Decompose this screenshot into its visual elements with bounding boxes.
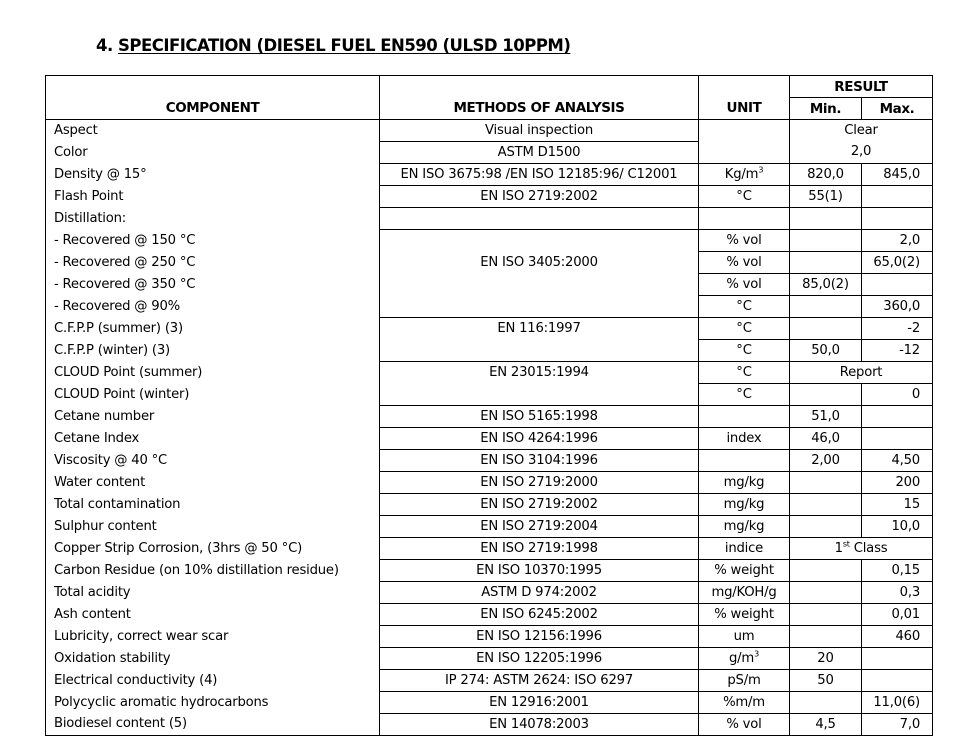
method-cell: EN ISO 3405:2000 <box>380 252 699 274</box>
table-row <box>46 472 933 494</box>
component-cell: Copper Strip Corrosion, (3hrs @ 50 °C) <box>46 538 380 560</box>
unit-cell <box>699 516 790 538</box>
result-min-cell: 51,0 <box>790 406 862 428</box>
component-cell: C.F.P.P (winter) (3) <box>46 340 380 362</box>
result-min-cell: 20 <box>790 648 862 670</box>
result-min-cell: 2,00 <box>790 450 862 472</box>
component-cell: Color <box>46 142 380 164</box>
unit-text: Kg/m <box>724 166 759 182</box>
unit-cell <box>699 362 790 384</box>
component-cell: Carbon Residue (on 10% distillation residue) <box>46 560 380 582</box>
table-row <box>46 648 933 670</box>
result-merged-value: Report <box>839 364 883 380</box>
component-cell: CLOUD Point (summer) <box>46 362 380 384</box>
result-max-cell: 2,0 <box>862 230 933 252</box>
unit-cell <box>699 274 790 296</box>
table-row <box>46 626 933 648</box>
result-min-cell <box>790 384 862 406</box>
result-merged-cell <box>790 142 933 164</box>
method-cell: EN ISO 2719:2000 <box>380 472 699 494</box>
method-cell: EN ISO 10370:1995 <box>380 560 699 582</box>
component-cell: Lubricity, correct wear scar <box>46 626 380 648</box>
unit-text: mg/kg <box>723 496 765 512</box>
result-min-cell <box>790 472 862 494</box>
component-cell: Total contamination <box>46 494 380 516</box>
result-min-cell <box>790 626 862 648</box>
result-min-cell <box>790 494 862 516</box>
result-max-cell: 460 <box>862 626 933 648</box>
header-methods: METHODS OF ANALYSIS <box>380 76 699 120</box>
method-cell: EN ISO 6245:2002 <box>380 604 699 626</box>
unit-cell <box>699 296 790 318</box>
result-min-cell <box>790 560 862 582</box>
result-max-cell: -2 <box>862 318 933 340</box>
unit-cell <box>699 494 790 516</box>
table-row <box>46 428 933 450</box>
table-row <box>46 274 933 296</box>
method-cell: EN 12916:2001 <box>380 692 699 714</box>
table-row <box>46 120 933 142</box>
method-cell: Visual inspection <box>380 120 699 142</box>
table-row <box>46 340 933 362</box>
specification-table <box>45 75 933 736</box>
component-cell: Viscosity @ 40 °C <box>46 450 380 472</box>
component-cell: C.F.P.P (summer) (3) <box>46 318 380 340</box>
table-row <box>46 208 933 230</box>
method-cell: EN 116:1997 <box>380 318 699 340</box>
method-cell <box>380 230 699 252</box>
method-cell: EN ISO 3104:1996 <box>380 450 699 472</box>
unit-cell <box>699 208 790 230</box>
unit-cell <box>699 626 790 648</box>
method-cell: ASTM D1500 <box>380 142 699 164</box>
result-min-cell <box>790 318 862 340</box>
table-row <box>46 252 933 274</box>
result-max-cell: 845,0 <box>862 164 933 186</box>
result-min-cell <box>790 230 862 252</box>
result-max-cell: 0 <box>862 384 933 406</box>
result-superscript: st <box>842 539 850 549</box>
unit-text: °C <box>736 386 752 402</box>
result-merged-value: 2,0 <box>850 144 872 160</box>
component-cell: Ash content <box>46 604 380 626</box>
result-max-cell: 4,50 <box>862 450 933 472</box>
component-cell: Total acidity <box>46 582 380 604</box>
unit-text: °C <box>736 364 752 380</box>
component-cell: Biodiesel content (5) <box>46 714 380 736</box>
component-cell: Flash Point <box>46 186 380 208</box>
component-cell: - Recovered @ 150 °C <box>46 230 380 252</box>
result-max-cell: 0,01 <box>862 604 933 626</box>
result-max-cell: 7,0 <box>862 714 933 736</box>
method-cell <box>380 208 699 230</box>
unit-cell <box>699 560 790 582</box>
page-title <box>96 36 570 55</box>
unit-cell <box>699 384 790 406</box>
result-max-cell <box>862 274 933 296</box>
header-min: Min. <box>790 98 862 120</box>
table-row <box>46 384 933 406</box>
unit-text: mg/kg <box>723 518 765 534</box>
unit-cell <box>699 318 790 340</box>
table-row <box>46 142 933 164</box>
method-cell: EN ISO 12205:1996 <box>380 648 699 670</box>
unit-cell <box>699 604 790 626</box>
component-cell: - Recovered @ 350 °C <box>46 274 380 296</box>
method-cell: EN ISO 5165:1998 <box>380 406 699 428</box>
unit-text: mg/KOH/g <box>711 584 777 600</box>
result-max-cell <box>862 428 933 450</box>
method-cell: EN 14078:2003 <box>380 714 699 736</box>
unit-cell <box>699 428 790 450</box>
table-row <box>46 538 933 560</box>
table-row <box>46 604 933 626</box>
method-cell: EN ISO 2719:2004 <box>380 516 699 538</box>
result-min-cell: 55(1) <box>790 186 862 208</box>
method-cell <box>380 274 699 296</box>
unit-cell <box>699 120 790 142</box>
result-min-cell <box>790 296 862 318</box>
unit-text: % vol <box>726 716 762 732</box>
section-title: SPECIFICATION (DIESEL FUEL EN590 (ULSD 10PPM) <box>118 36 571 55</box>
table-row <box>46 296 933 318</box>
unit-cell <box>699 692 790 714</box>
result-min-cell <box>790 252 862 274</box>
unit-cell <box>699 230 790 252</box>
unit-text: pS/m <box>727 672 761 688</box>
result-max-cell: -12 <box>862 340 933 362</box>
result-min-cell <box>790 208 862 230</box>
result-merged-cell <box>790 120 933 142</box>
result-min-cell: 85,0(2) <box>790 274 862 296</box>
unit-text: um <box>733 628 755 644</box>
result-max-cell: 0,15 <box>862 560 933 582</box>
result-min-cell: 4,5 <box>790 714 862 736</box>
component-cell: CLOUD Point (winter) <box>46 384 380 406</box>
unit-text: °C <box>736 298 752 314</box>
component-cell: Polycyclic aromatic hydrocarbons <box>46 692 380 714</box>
method-cell: IP 274: ASTM 2624: ISO 6297 <box>380 670 699 692</box>
method-cell: EN ISO 2719:2002 <box>380 186 699 208</box>
method-cell: ASTM D 974:2002 <box>380 582 699 604</box>
unit-text: % vol <box>726 254 762 270</box>
section-number: 4. <box>96 36 113 55</box>
table-row <box>46 362 933 384</box>
table-row <box>46 670 933 692</box>
component-cell: Water content <box>46 472 380 494</box>
unit-text: % vol <box>726 276 762 292</box>
method-cell: EN ISO 2719:2002 <box>380 494 699 516</box>
unit-text: °C <box>736 320 752 336</box>
component-cell: Cetane Index <box>46 428 380 450</box>
method-cell <box>380 296 699 318</box>
component-cell: Distillation: <box>46 208 380 230</box>
result-min-cell: 46,0 <box>790 428 862 450</box>
table-row <box>46 692 933 714</box>
result-max-cell: 200 <box>862 472 933 494</box>
method-cell: EN ISO 12156:1996 <box>380 626 699 648</box>
result-merged-cell <box>790 538 933 560</box>
method-cell: EN ISO 4264:1996 <box>380 428 699 450</box>
result-min-cell <box>790 516 862 538</box>
result-min-cell <box>790 604 862 626</box>
method-cell: EN 23015:1994 <box>380 362 699 384</box>
result-max-cell: 65,0(2) <box>862 252 933 274</box>
result-max-cell <box>862 670 933 692</box>
unit-text: index <box>726 430 762 446</box>
unit-cell <box>699 186 790 208</box>
unit-cell <box>699 648 790 670</box>
unit-cell <box>699 142 790 164</box>
result-max-cell <box>862 406 933 428</box>
result-max-cell: 10,0 <box>862 516 933 538</box>
table-row <box>46 450 933 472</box>
unit-text: % vol <box>726 232 762 248</box>
result-merged-value: Clear <box>844 122 878 138</box>
result-min-cell: 50,0 <box>790 340 862 362</box>
unit-text: mg/kg <box>723 474 765 490</box>
table-row <box>46 406 933 428</box>
header-component: COMPONENT <box>46 76 380 120</box>
unit-cell <box>699 538 790 560</box>
unit-text: % weight <box>714 606 774 622</box>
result-max-cell: 15 <box>862 494 933 516</box>
header-result: RESULT <box>790 76 933 98</box>
result-min-cell: 50 <box>790 670 862 692</box>
specification-body <box>46 120 933 736</box>
table-row <box>46 494 933 516</box>
component-cell: Density @ 15° <box>46 164 380 186</box>
unit-text: % weight <box>714 562 774 578</box>
component-cell: - Recovered @ 250 °C <box>46 252 380 274</box>
method-cell: EN ISO 2719:1998 <box>380 538 699 560</box>
unit-cell <box>699 670 790 692</box>
header-max: Max. <box>862 98 933 120</box>
component-cell: Sulphur content <box>46 516 380 538</box>
table-row <box>46 230 933 252</box>
component-cell: Electrical conductivity (4) <box>46 670 380 692</box>
unit-text: °C <box>736 188 752 204</box>
unit-text: %m/m <box>723 694 765 710</box>
result-merged-cell <box>790 362 933 384</box>
unit-cell <box>699 714 790 736</box>
result-max-cell <box>862 648 933 670</box>
result-min-cell <box>790 692 862 714</box>
component-cell: Cetane number <box>46 406 380 428</box>
table-row <box>46 582 933 604</box>
result-max-cell: 11,0(6) <box>862 692 933 714</box>
method-cell <box>380 340 699 362</box>
result-min-cell: 820,0 <box>790 164 862 186</box>
result-merged-value: 1 <box>834 540 843 556</box>
unit-cell <box>699 472 790 494</box>
unit-text: g/m <box>729 650 755 666</box>
unit-superscript: 3 <box>754 649 759 659</box>
method-cell: EN ISO 3675:98 /EN ISO 12185:96/ C12001 <box>380 164 699 186</box>
method-cell <box>380 384 699 406</box>
result-merged-suffix: Class <box>849 540 888 556</box>
unit-text: indice <box>724 540 764 556</box>
table-row <box>46 186 933 208</box>
component-cell: - Recovered @ 90% <box>46 296 380 318</box>
unit-cell <box>699 450 790 472</box>
table-row <box>46 164 933 186</box>
unit-cell <box>699 340 790 362</box>
result-max-cell: 0,3 <box>862 582 933 604</box>
table-row <box>46 516 933 538</box>
unit-text: °C <box>736 342 752 358</box>
result-max-cell: 360,0 <box>862 296 933 318</box>
table-row <box>46 318 933 340</box>
component-cell: Oxidation stability <box>46 648 380 670</box>
header-unit: UNIT <box>699 76 790 120</box>
table-row <box>46 714 933 736</box>
component-cell: Aspect <box>46 120 380 142</box>
result-max-cell <box>862 186 933 208</box>
unit-cell <box>699 252 790 274</box>
unit-cell <box>699 582 790 604</box>
table-row <box>46 560 933 582</box>
unit-cell <box>699 164 790 186</box>
unit-superscript: 3 <box>758 165 764 175</box>
result-min-cell <box>790 582 862 604</box>
unit-cell <box>699 406 790 428</box>
result-max-cell <box>862 208 933 230</box>
